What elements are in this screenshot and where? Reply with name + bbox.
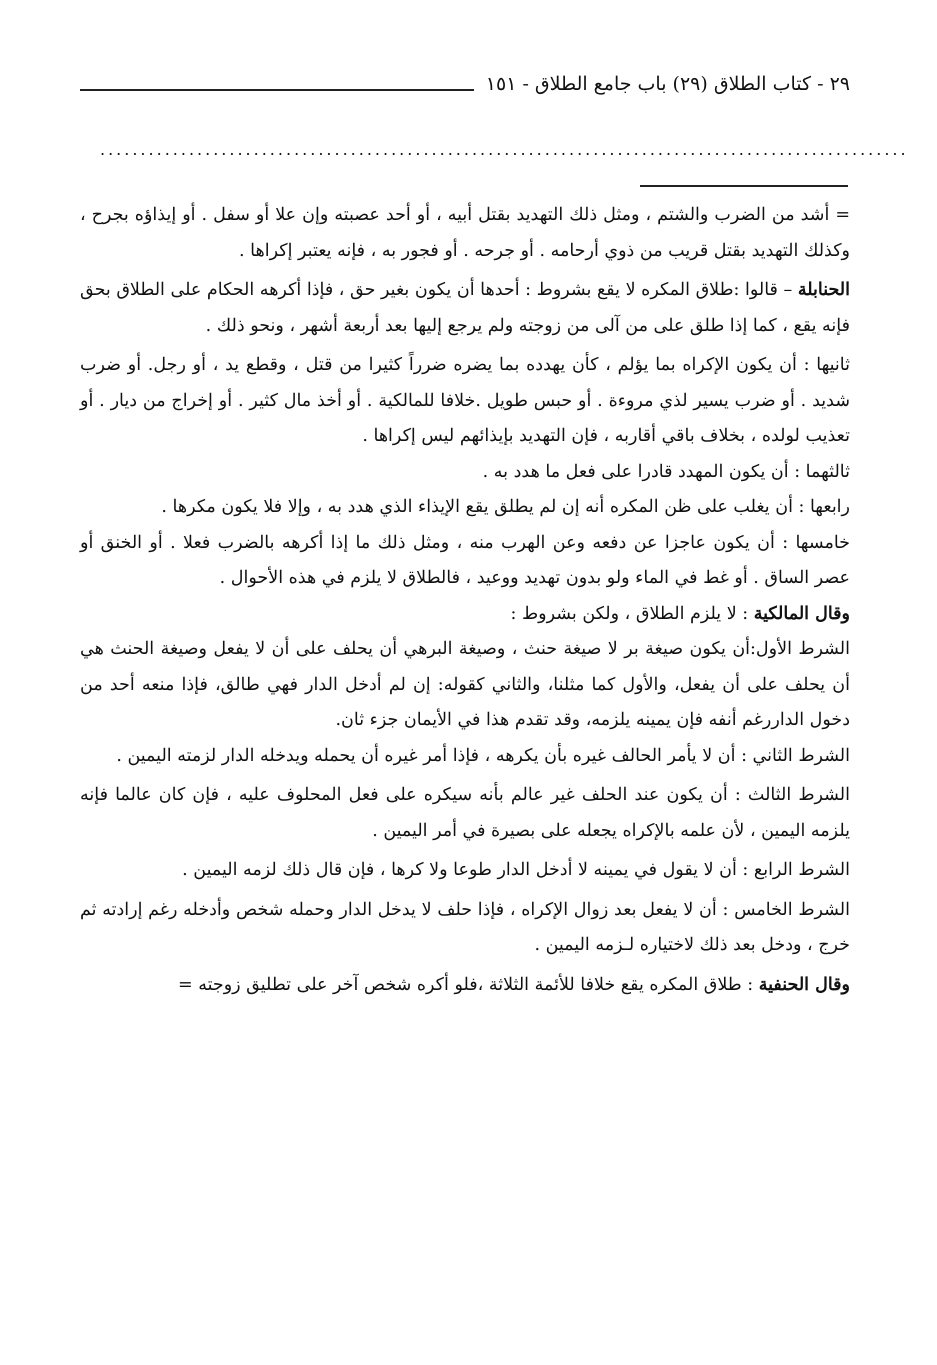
footnote-rule [640,185,848,187]
paragraph-text: خامسها : أن يكون عاجزا عن دفعه وعن الهرب منه ، ومثل ذلك ما إذا أكرهه بالضرب فعلا . أو الخنق أو عصر الساق . أو غط في الماء ولو بدون تهديد ووعيد ، فالطلاق لا يلزم في هذه الأحوال . [80,532,850,588]
main-text [80,198,850,1003]
header-title: ٢٩ - كتاب الطلاق (٢٩) باب جامع الطلاق - ١٥١ [485,73,850,95]
paragraph [80,490,850,526]
header-rule [80,89,474,91]
running-header [80,66,850,102]
paragraph-text: الشرط الخامس : أن لا يفعل بعد زوال الإكراه ، فإذا حلف لا يدخل الدار وحمله شخص وأدخله رغم إرادته ثم خرج ، ودخل بعد ذلك لاختياره لـزمه اليمين . [80,899,850,955]
paragraph-text: الشرط الثاني : أن لا يأمر الحالف غيره بأن يكرهه ، فإذا أمر غيره أن يحمله ويدخله الدار لزمته اليمين . [116,745,850,766]
paragraph [80,526,850,597]
paragraph-text: = أشد من الضرب والشتم ، ومثل ذلك التهديد بقتل أبيه ، أو أحد عصبته وإن علا أو سفل . أو إيذاؤه بجرح ، وكذلك التهديد بقتل قريب من ذوي أرحامه . أو جرحه . أو فجور به ، فإنه يعتبر إكراها . [80,205,850,261]
paragraph [80,198,850,269]
paragraph-label: وقال المالكية [753,603,850,624]
paragraph-text: الشرط الثالث : أن يكون عند الحلف غير عالم بأنه سيكره على فعل المحلوف عليه ، فإن كان عالما فإنه يلزمه اليمين ، لأن علمه بالإكراه يجعله على بصيرة في أمر اليمين . [80,785,850,841]
paragraph-text: – قالوا :طلاق المكره لا يقع بشروط : أحدها أن يكون بغير حق ، فإذا أكرهه الحكام على الطلاق بحق فإنه يقع ، كما إذا طلق على من آلى من زوجته ولم يرجع إليها بعد أربعة أشهر ، ونحو ذلك . [80,280,850,336]
paragraph [80,597,850,633]
paragraph [80,273,850,344]
paragraph-text: الشرط الرابع : أن لا يقول في يمينه لا أدخل الدار طوعا ولا كرها ، فإن قال ذلك لزمه اليمين . [182,860,850,880]
paragraph [80,739,850,775]
paragraph-text: الشرط الأول:أن يكون صيغة بر لا صيغة حنث ، وصيغة البرهي أن يحلف على أن لا يفعل وصيغة الحنث هي أن يحلف على أن يفعل، والأول كما مثلنا، والثاني كقوله: إن لم أدخل الدار فهي طالق، فإذا منعه أحد من دخول الداررغم أنفه فإن يمينه يلزمه، وقد تقدم هذا في الأيمان جزء ثان. [80,639,850,730]
paragraph-text: رابعها : أن يغلب على ظن المكره أنه إن لم يطلق يقع الإيذاء الذي هدد به ، وإلا فلا يكون مكرها . [161,497,850,517]
paragraph-text: : طلاق المكره يقع خلافا للأئمة الثلاثة ،فلو أكره شخص آخر على تطليق زوجته = [177,974,759,995]
paragraph [80,893,850,964]
paragraph-text: ثالثهما : أن يكون المهدد قادرا على فعل ما هدد به . [482,461,850,482]
paragraph [80,853,850,889]
paragraph-label: وقال الحنفية [758,974,850,995]
paragraph-text: ثانيها : أن يكون الإكراه بما يؤلم ، كأن يهدده بما يضره ضرراً كثيرا من قتل ، وقطع يد ، أو رجل. أو ضرب شديد . أو ضرب يسير لذي مروءة . أو حبس طويل .خلافا للمالكية . أو أخذ مال كثير . أو إخراج من ديار . أو تعذيب لولده ، بخلاف باقي أقاربه ، فإن التهديد بإيذائهم ليس إكراها . [80,355,850,446]
paragraph [80,348,850,455]
paragraph [80,455,850,491]
paragraph-text: : لا يلزم الطلاق ، ولكن بشروط : [510,603,754,624]
paragraph [80,632,850,739]
paragraph [80,968,850,1004]
paragraph [80,778,850,849]
dotted-divider: .................................................................................................... [100,140,909,159]
paragraph-label: الحنابلة [797,280,850,300]
